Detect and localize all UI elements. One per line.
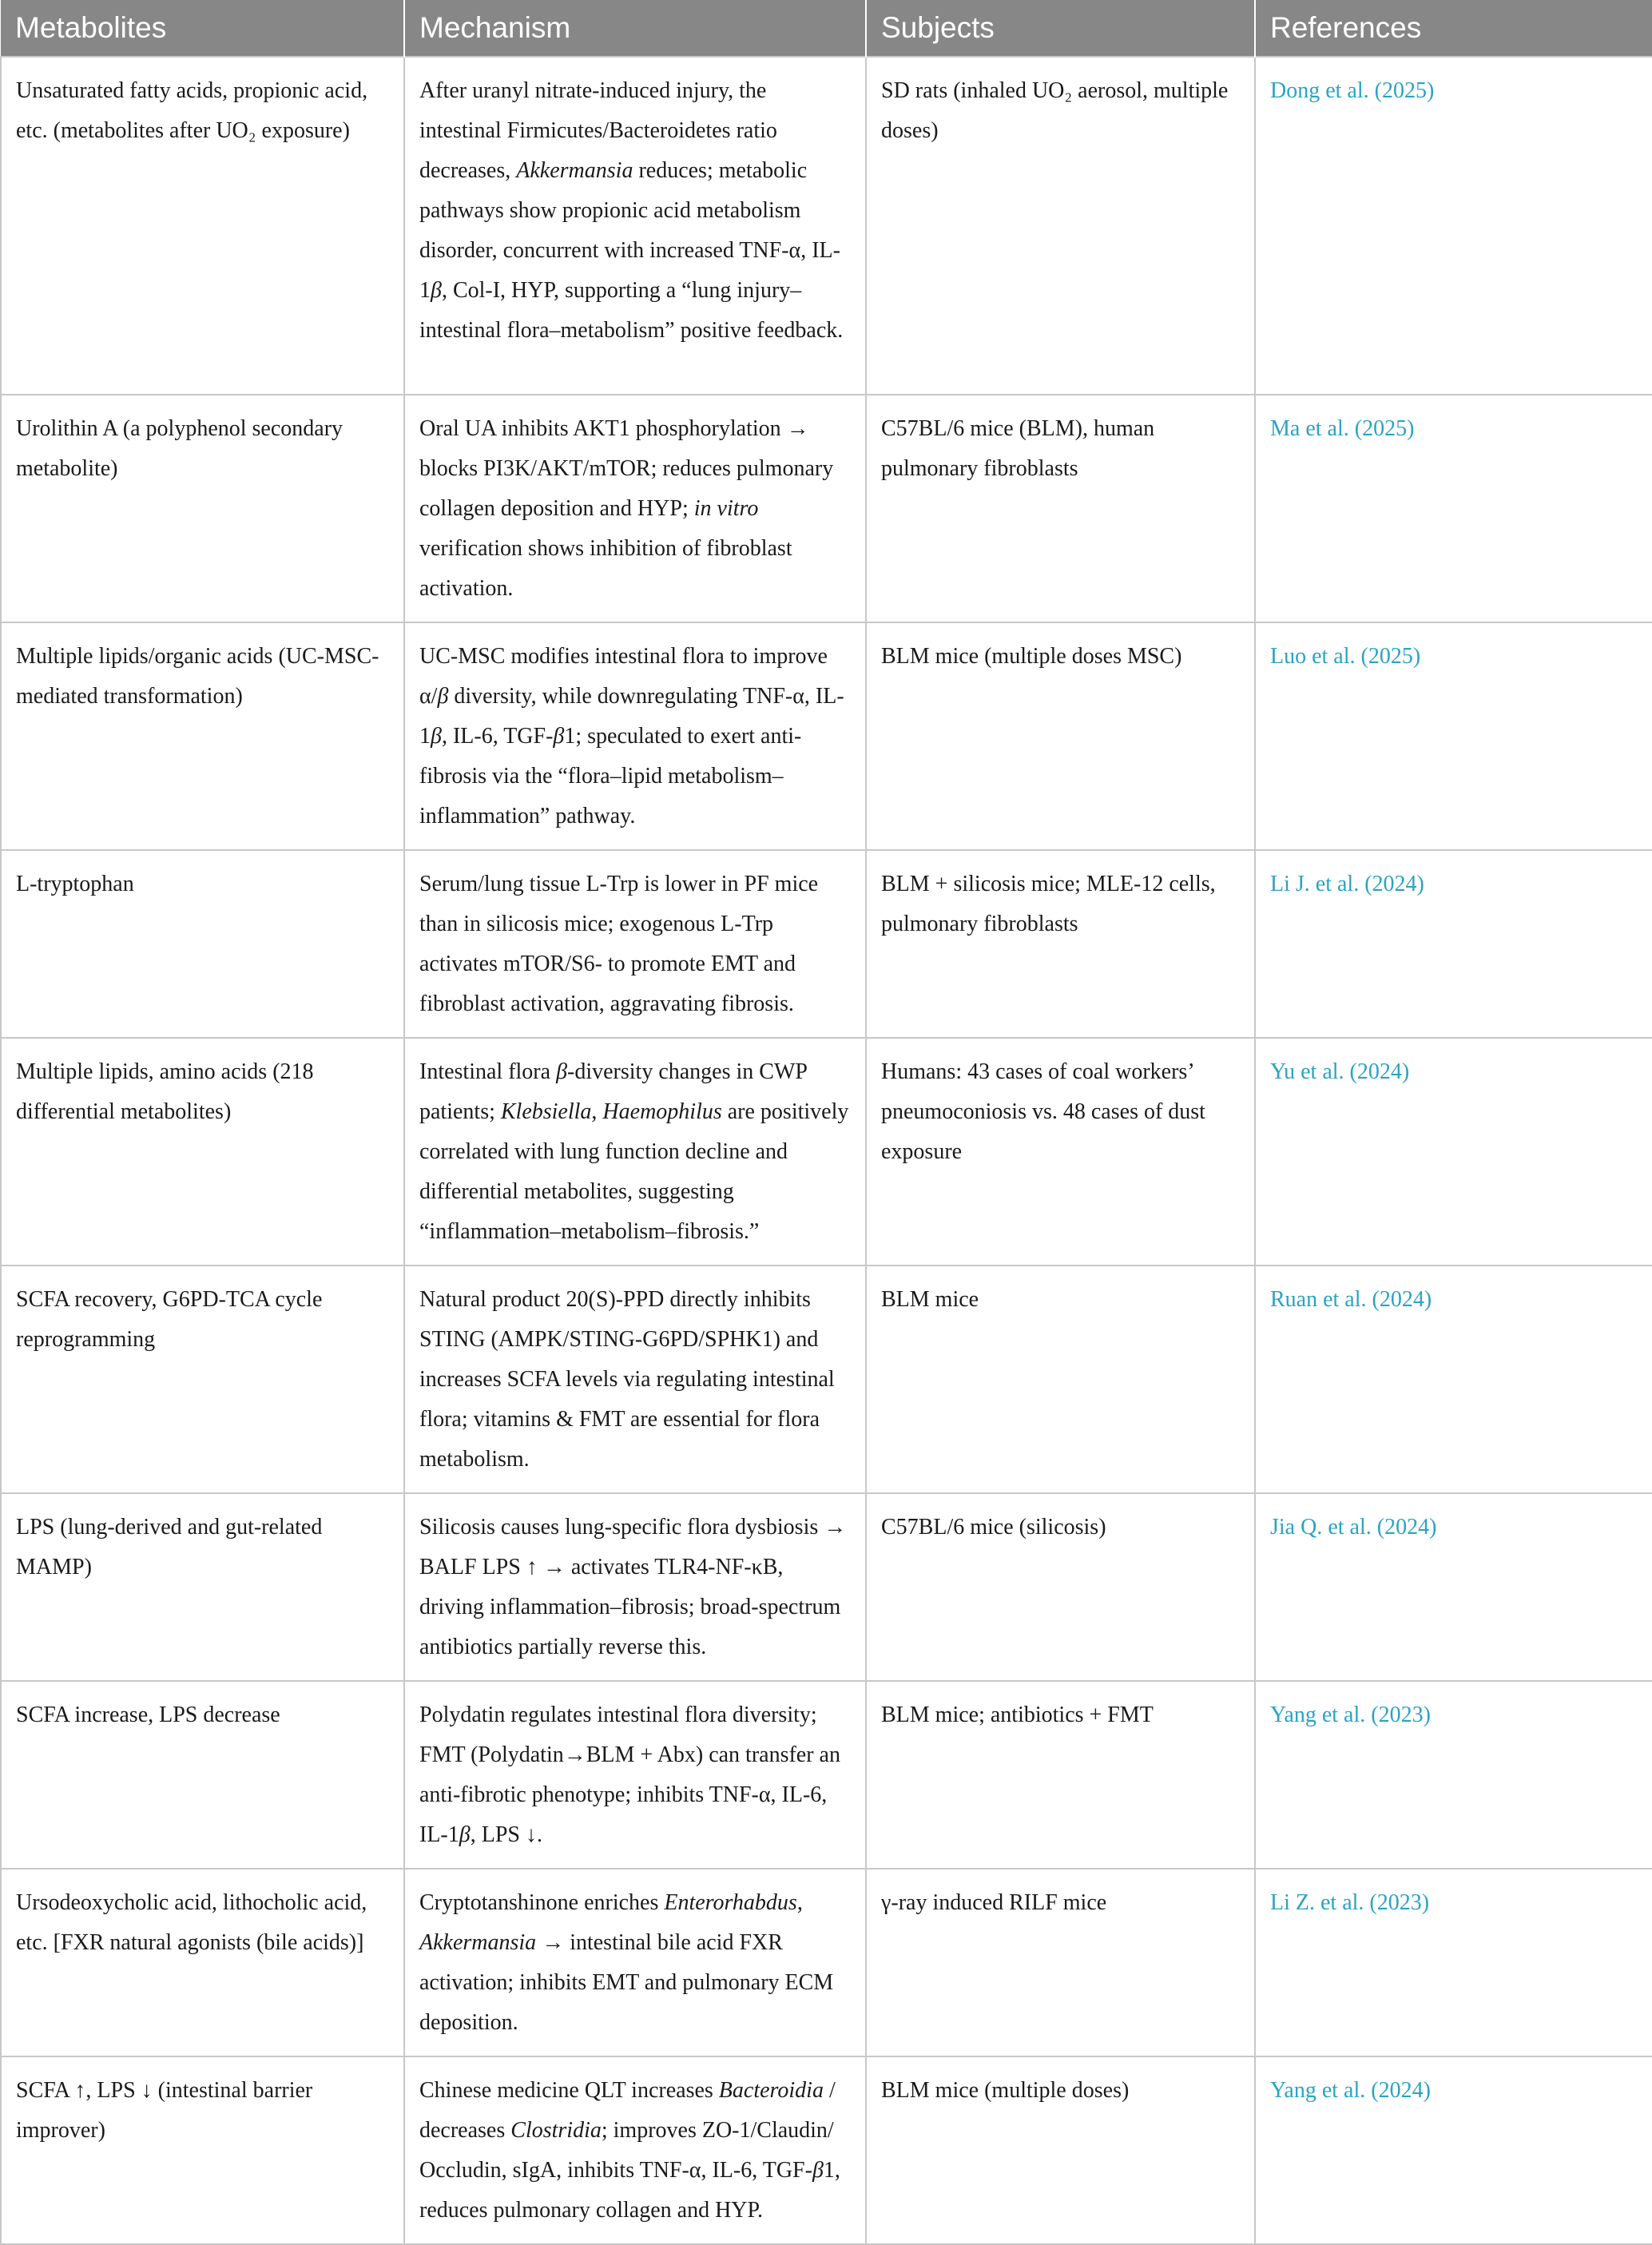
reference-link[interactable]: Dong et al. (2025) <box>1255 57 1652 395</box>
metabolites-cell: SCFA ↑, LPS ↓ (intestinal barrier improver) <box>1 2056 404 2244</box>
reference-link[interactable]: Li J. et al. (2024) <box>1255 850 1652 1038</box>
table-header <box>1 0 1652 57</box>
reference-link[interactable]: Yu et al. (2024) <box>1255 1038 1652 1266</box>
table-row <box>1 1869 1652 2056</box>
subjects-cell: BLM + silicosis mice; MLE-12 cells, pulmonary fibroblasts <box>866 850 1255 1038</box>
metabolites-cell: SCFA recovery, G6PD-TCA cycle reprogramming <box>1 1266 404 1493</box>
subjects-cell: C57BL/6 mice (BLM), human pulmonary fibroblasts <box>866 395 1255 622</box>
subjects-cell: SD rats (inhaled UO₂ aerosol, multiple doses) <box>866 57 1255 395</box>
header-metabolites: Metabolites <box>1 0 404 57</box>
reference-link[interactable]: Yang et al. (2024) <box>1255 2056 1652 2244</box>
metabolites-cell: LPS (lung-derived and gut-related MAMP) <box>1 1493 404 1681</box>
header-row <box>1 0 1652 57</box>
metabolites-cell: SCFA increase, LPS decrease <box>1 1681 404 1869</box>
mechanism-cell: Polydatin regulates intestinal flora diversity; FMT (Polydatin→BLM + Abx) can transfer an anti-fibrotic phenotype; inhibits TNF-α, IL-6, IL-1β, LPS ↓. <box>404 1681 866 1869</box>
reference-link[interactable]: Ruan et al. (2024) <box>1255 1266 1652 1493</box>
reference-link[interactable]: Ma et al. (2025) <box>1255 395 1652 622</box>
mechanism-cell: Silicosis causes lung-specific flora dysbiosis → BALF LPS ↑ → activates TLR4-NF-κB, driving inflammation–fibrosis; broad-spectrum antibiotics partially reverse this. <box>404 1493 866 1681</box>
reference-link[interactable]: Yang et al. (2023) <box>1255 1681 1652 1869</box>
table-row <box>1 395 1652 622</box>
subjects-cell: BLM mice (multiple doses) <box>866 2056 1255 2244</box>
subjects-cell: BLM mice; antibiotics + FMT <box>866 1681 1255 1869</box>
mechanism-cell: Chinese medicine QLT increases Bacteroidia / decreases Clostridia; improves ZO-1/Claudin/ Occludin, sIgA, inhibits TNF-α, IL-6, TGF-β1, reduces pulmonary collagen and HYP. <box>404 2056 866 2244</box>
header-references: References <box>1255 0 1652 57</box>
metabolites-cell: Ursodeoxycholic acid, lithocholic acid, etc. [FXR natural agonists (bile acids)] <box>1 1869 404 2056</box>
subjects-cell: C57BL/6 mice (silicosis) <box>866 1493 1255 1681</box>
header-subjects: Subjects <box>866 0 1255 57</box>
mechanism-cell: Serum/lung tissue L-Trp is lower in PF mice than in silicosis mice; exogenous L-Trp activates mTOR/S6- to promote EMT and fibroblast activation, aggravating fibrosis. <box>404 850 866 1038</box>
table-row <box>1 2056 1652 2244</box>
metabolites-cell: Multiple lipids/organic acids (UC-MSC-mediated transformation) <box>1 622 404 850</box>
mechanism-cell: UC-MSC modifies intestinal flora to improve α/β diversity, while downregulating TNF-α, IL-1β, IL-6, TGF-β1; speculated to exert anti-fibrosis via the “flora–lipid metabolism–inflammation” pathway. <box>404 622 866 850</box>
mechanism-cell: Oral UA inhibits AKT1 phosphorylation → blocks PI3K/AKT/mTOR; reduces pulmonary collagen deposition and HYP; in vitro verification shows inhibition of fibroblast activation. <box>404 395 866 622</box>
metabolites-cell: Unsaturated fatty acids, propionic acid, etc. (metabolites after UO₂ exposure) <box>1 57 404 395</box>
reference-link[interactable]: Jia Q. et al. (2024) <box>1255 1493 1652 1681</box>
mechanism-cell: Natural product 20(S)-PPD directly inhibits STING (AMPK/STING-G6PD/SPHK1) and increases SCFA levels via regulating intestinal flora; vitamins & FMT are essential for flora metabolism. <box>404 1266 866 1493</box>
table-row <box>1 57 1652 395</box>
subjects-cell: BLM mice <box>866 1266 1255 1493</box>
table-row <box>1 1038 1652 1266</box>
subjects-cell: γ-ray induced RILF mice <box>866 1869 1255 2056</box>
header-mechanism: Mechanism <box>404 0 866 57</box>
table-row <box>1 850 1652 1038</box>
subjects-cell: Humans: 43 cases of coal workers’ pneumoconiosis vs. 48 cases of dust exposure <box>866 1038 1255 1266</box>
reference-link[interactable]: Luo et al. (2025) <box>1255 622 1652 850</box>
table-row <box>1 1681 1652 1869</box>
metabolites-cell: L-tryptophan <box>1 850 404 1038</box>
table-row <box>1 1266 1652 1493</box>
mechanism-cell: Cryptotanshinone enriches Enterorhabdus, Akkermansia → intestinal bile acid FXR activation; inhibits EMT and pulmonary ECM deposition. <box>404 1869 866 2056</box>
subjects-cell: BLM mice (multiple doses MSC) <box>866 622 1255 850</box>
reference-link[interactable]: Li Z. et al. (2023) <box>1255 1869 1652 2056</box>
metabolites-cell: Urolithin A (a polyphenol secondary metabolite) <box>1 395 404 622</box>
metabolites-cell: Multiple lipids, amino acids (218 differential metabolites) <box>1 1038 404 1266</box>
table-row <box>1 1493 1652 1681</box>
table-row <box>1 622 1652 850</box>
mechanism-cell: Intestinal flora β-diversity changes in CWP patients; Klebsiella, Haemophilus are positively correlated with lung function decline and differential metabolites, suggesting “inflammation–metabolism–fibrosis.” <box>404 1038 866 1266</box>
table-body <box>1 57 1652 2244</box>
mechanism-cell: After uranyl nitrate-induced injury, the intestinal Firmicutes/Bacteroidetes ratio decreases, Akkermansia reduces; metabolic pathways show propionic acid metabolism disorder, concurrent with increased TNF-α, IL-1β, Col-I, HYP, supporting a “lung injury–intestinal flora–metabolism” positive feedback. <box>404 57 866 395</box>
